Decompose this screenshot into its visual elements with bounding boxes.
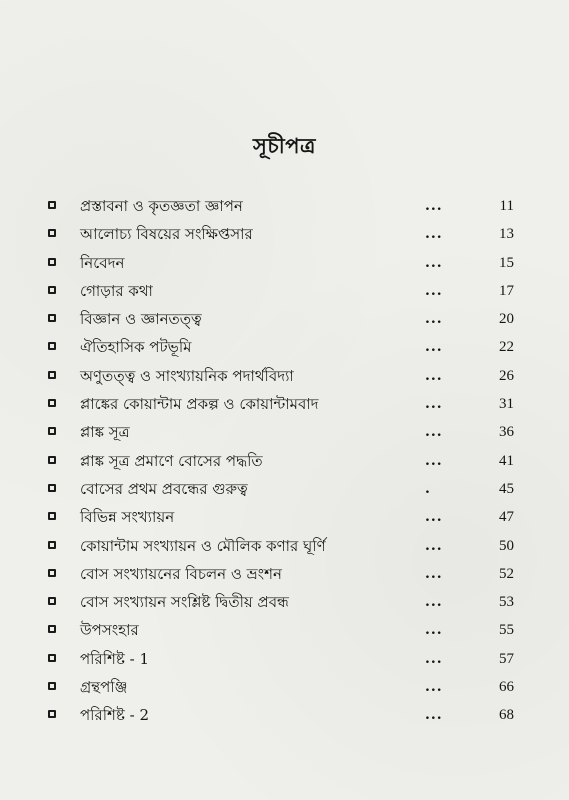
toc-page-number: 26 xyxy=(499,367,514,384)
square-bullet-icon xyxy=(48,456,56,464)
toc-entry xyxy=(44,249,524,277)
square-bullet-icon xyxy=(48,654,56,662)
square-bullet-icon xyxy=(48,512,56,520)
toc-entry-title: বোসের প্রথম প্রবন্ধের গুরুত্ব xyxy=(80,479,248,498)
toc-page-number: 22 xyxy=(499,339,514,356)
toc-page-number: 53 xyxy=(499,594,514,611)
toc-leader-dots: ... xyxy=(425,565,443,582)
square-bullet-icon xyxy=(48,201,56,209)
toc-leader-dots: ... xyxy=(425,254,443,271)
toc-entry xyxy=(44,560,524,588)
toc-leader-dots: ... xyxy=(425,198,443,214)
toc-leader-dots: ... xyxy=(425,509,443,526)
toc-page-number: 15 xyxy=(499,254,514,271)
toc-page-number: 36 xyxy=(499,424,514,441)
toc-entry-title: কোয়ান্টাম সংখ্যায়ন ও মৌলিক কণার ঘূর্ণি xyxy=(80,536,326,555)
toc-entry xyxy=(44,418,524,446)
square-bullet-icon xyxy=(48,625,56,633)
toc-leader-dots: ... xyxy=(425,424,443,441)
toc-entry xyxy=(44,192,524,220)
toc-entry-title: প্লাঙ্কের কোয়ান্টাম প্রকল্প ও কোয়ান্টামবাদ xyxy=(80,395,319,414)
toc-entry-title: পরিশিষ্ট - 2 xyxy=(80,706,150,725)
square-bullet-icon xyxy=(48,314,56,322)
toc-entry-title: প্রস্তাবনা ও কৃতজ্ঞতা জ্ঞাপন xyxy=(80,197,243,215)
square-bullet-icon xyxy=(48,371,56,379)
toc-entry-title: নিবেদন xyxy=(80,253,125,272)
toc-entry-title: আলোচ্য বিষয়ের সংক্ষিপ্তসার xyxy=(80,225,253,244)
toc-leader-dots: ... xyxy=(425,311,443,328)
toc-entry-title: ঐতিহাসিক পটভূমি xyxy=(80,338,192,357)
toc-entry xyxy=(44,588,524,616)
square-bullet-icon xyxy=(48,597,56,605)
toc-leader-dots: ... xyxy=(425,650,443,667)
toc-entry xyxy=(44,616,524,644)
toc-page-number: 31 xyxy=(499,396,514,413)
square-bullet-icon xyxy=(48,286,56,294)
toc-leader-dots: ... xyxy=(425,594,443,611)
toc-leader-dots: ... xyxy=(425,367,443,384)
toc-page-number: 17 xyxy=(499,282,514,299)
square-bullet-icon xyxy=(48,682,56,690)
toc-leader-dots: ... xyxy=(425,622,443,639)
toc-entry-title: বোস সংখ্যায়নের বিচলন ও ভ্রংশন xyxy=(80,564,282,583)
toc-page-number: 13 xyxy=(499,226,514,243)
square-bullet-icon xyxy=(48,342,56,350)
toc-entry-title: অণুতত্ত্ব ও সাংখ্যায়নিক পদার্থবিদ্যা xyxy=(80,366,294,385)
toc-entry xyxy=(44,333,524,361)
toc-entry-title: বিভিন্ন সংখ্যায়ন xyxy=(80,508,175,527)
toc-entry-title: প্লাঙ্ক সূত্র xyxy=(80,423,130,442)
toc-leader-dots: ... xyxy=(425,452,443,469)
page-title: সূচীপত্র xyxy=(253,133,316,158)
toc-entry xyxy=(44,390,524,418)
toc-page-number: 52 xyxy=(499,565,514,582)
toc-leader-dots: ... xyxy=(425,396,443,413)
square-bullet-icon xyxy=(48,258,56,266)
toc-entry xyxy=(44,532,524,560)
toc-page-number: 50 xyxy=(499,537,514,554)
toc-entry xyxy=(44,475,524,503)
toc-entry-title: বোস সংখ্যায়ন সংশ্লিষ্ট দ্বিতীয় প্রবন্ধ xyxy=(80,593,289,612)
toc-page-number: 57 xyxy=(499,650,514,667)
toc-entry xyxy=(44,277,524,305)
toc-entry xyxy=(44,362,524,390)
toc-page-number: 55 xyxy=(499,622,514,639)
toc-entry-title: গোড়ার কথা xyxy=(80,281,153,300)
toc-entry-title: প্লাঙ্ক সূত্র প্রমাণে বোসের পদ্ধতি xyxy=(80,451,263,470)
toc-entry-title: পরিশিষ্ট - 1 xyxy=(80,649,150,668)
toc-entry xyxy=(44,447,524,475)
square-bullet-icon xyxy=(48,569,56,577)
toc-entry xyxy=(44,503,524,531)
toc-page-number: 20 xyxy=(499,311,514,328)
toc-entry xyxy=(44,645,524,673)
toc-page-number: 66 xyxy=(499,679,514,696)
toc-entry xyxy=(44,305,524,333)
square-bullet-icon xyxy=(48,427,56,435)
toc-leader-dots: ... xyxy=(425,537,443,554)
table-of-contents xyxy=(44,192,524,730)
toc-page-number: 45 xyxy=(499,480,514,497)
toc-leader-dots: . xyxy=(425,480,431,497)
toc-entry xyxy=(44,701,524,729)
toc-entry-title: গ্রন্থপঞ্জি xyxy=(80,678,128,697)
toc-entry xyxy=(44,673,524,701)
square-bullet-icon xyxy=(48,710,56,718)
square-bullet-icon xyxy=(48,484,56,492)
toc-page-number: 47 xyxy=(499,509,514,526)
toc-leader-dots: ... xyxy=(425,339,443,356)
toc-page-number: 11 xyxy=(499,198,514,214)
toc-entry-title: বিজ্ঞান ও জ্ঞানতত্ত্ব xyxy=(80,310,202,329)
toc-page-number: 68 xyxy=(499,707,514,724)
toc-leader-dots: ... xyxy=(425,282,443,299)
toc-leader-dots: ... xyxy=(425,679,443,696)
square-bullet-icon xyxy=(48,541,56,549)
square-bullet-icon xyxy=(48,399,56,407)
toc-leader-dots: ... xyxy=(425,226,443,243)
toc-page-number: 41 xyxy=(499,452,514,469)
square-bullet-icon xyxy=(48,229,56,237)
toc-entry-title: উপসংহার xyxy=(80,621,139,640)
toc-entry xyxy=(44,220,524,248)
toc-leader-dots: ... xyxy=(425,707,443,724)
